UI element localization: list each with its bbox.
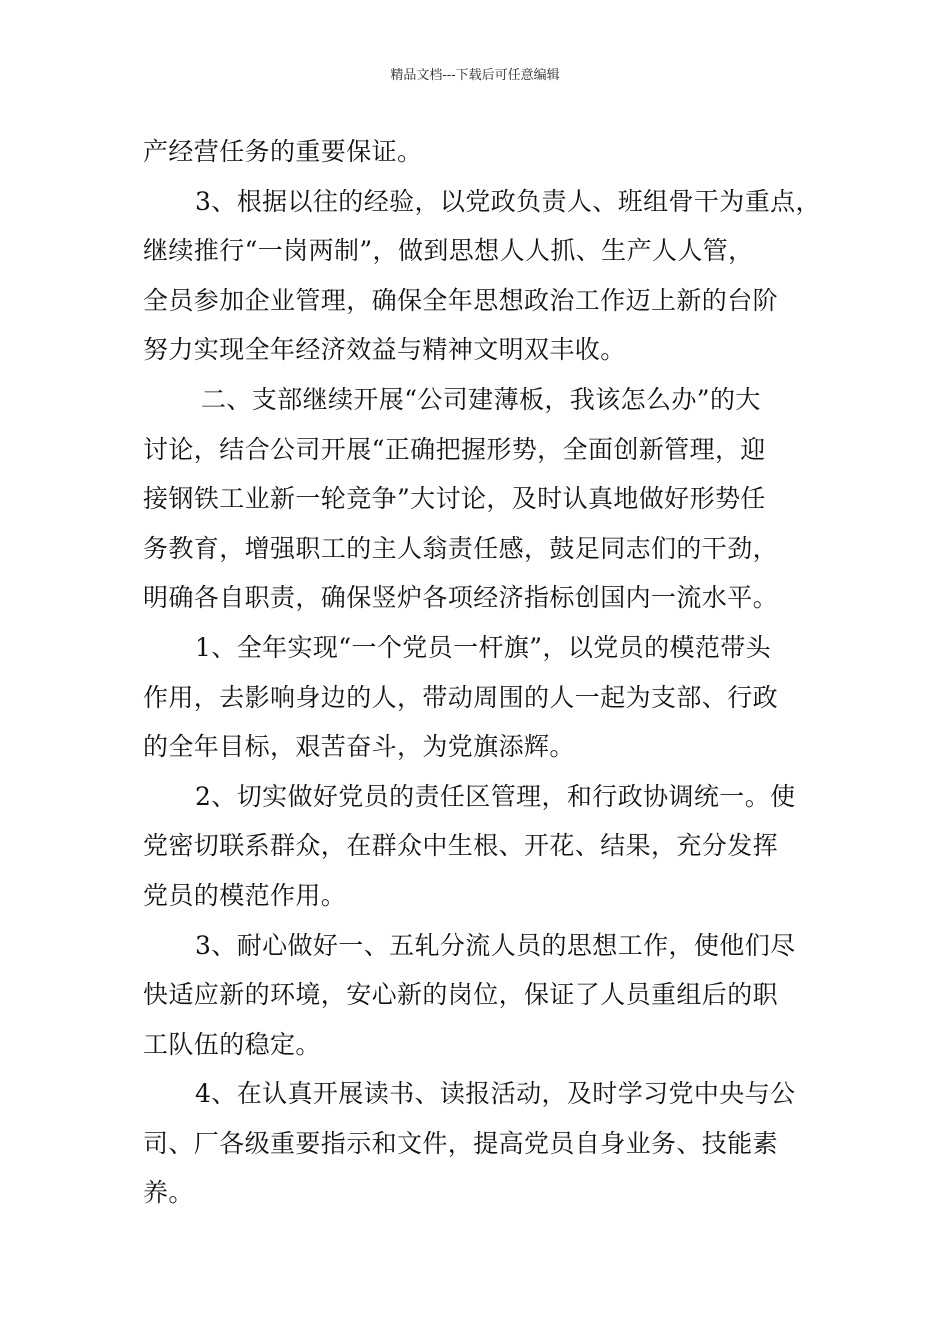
- text-line: 明确各自职责，确保竖炉各项经济指标创国内一流水平。: [143, 583, 779, 613]
- text-line: 工队伍的稳定。: [143, 1029, 321, 1059]
- text-line: 努力实现全年经济效益与精神文明双丰收。: [143, 335, 626, 365]
- text-line: 党员的模范作用。: [143, 880, 347, 910]
- text-line: 接钢铁工业新一轮竞争”大讨论，及时认真地做好形势任: [143, 484, 766, 514]
- page-header: 精品文档---下载后可任意编辑: [390, 68, 560, 83]
- document-body: [143, 127, 843, 1218]
- text-line: 务教育，增强职工的主人翁责任感，鼓足同志们的干劲，: [143, 533, 779, 563]
- text-line: 快适应新的环境，安心新的岗位，保证了人员重组后的职: [143, 980, 779, 1010]
- text-line: 二、支部继续开展“公司建薄板，我该怎么办”的大: [201, 384, 761, 414]
- text-line: 司、厂各级重要指示和文件，提高党员自身业务、技能素: [143, 1128, 779, 1158]
- text-line: 1、全年实现“一个党员一杆旗”，以党员的模范带头: [195, 632, 772, 662]
- text-line: 的全年目标，艰苦奋斗，为党旗添辉。: [143, 732, 575, 762]
- text-line: 产经营任务的重要保证。: [143, 137, 423, 166]
- text-line: 3、耐心做好一、五轧分流人员的思想工作，使他们尽: [195, 930, 796, 960]
- text-line: 讨论，结合公司开展“正确把握形势，全面创新管理，迎: [143, 434, 766, 464]
- text-line: 党密切联系群众，在群众中生根、开花、结果，充分发挥: [143, 831, 779, 861]
- text-line: 3、根据以往的经验，以党政负责人、班组骨干为重点，: [195, 186, 821, 216]
- text-line: 作用，去影响身边的人，带动周围的人一起为支部、行政: [143, 682, 779, 712]
- text-line: 养。: [143, 1178, 194, 1208]
- text-line: 继续推行“一岗两制”，做到思想人人抓、生产人人管，: [143, 236, 754, 266]
- text-line: 全员参加企业管理，确保全年思想政治工作迈上新的台阶: [143, 285, 779, 315]
- text-line: 4、在认真开展读书、读报活动，及时学习党中央与公: [195, 1079, 796, 1109]
- text-line: 2、切实做好党员的责任区管理，和行政协调统一。使: [195, 781, 796, 811]
